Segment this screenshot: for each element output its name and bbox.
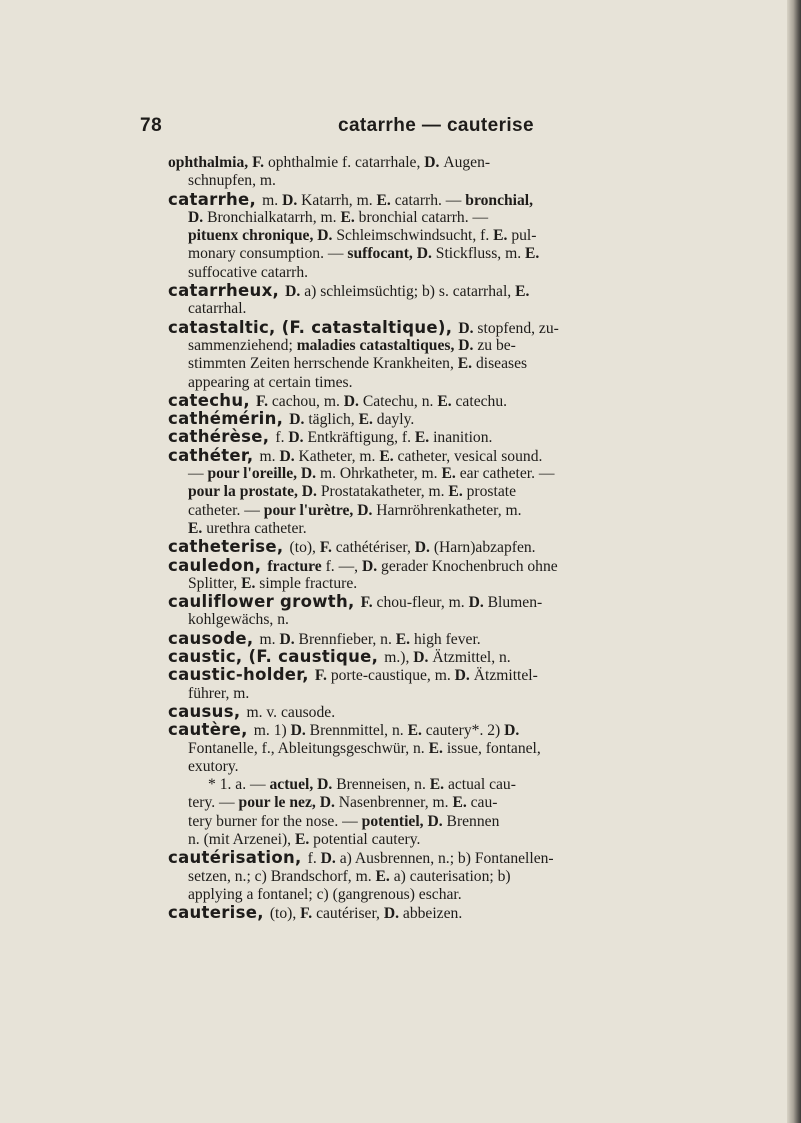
entry-text: ear catheter. — [459, 465, 555, 483]
entry-text: n. (mit Arzenei), [188, 830, 295, 848]
entry-line [168, 813, 678, 831]
bold-term: D. [413, 649, 433, 667]
bold-term: E. [515, 283, 530, 301]
headword: (F. caustique, [248, 647, 385, 667]
bold-term: E. [525, 245, 540, 263]
entry-text: Katheter, m. [298, 447, 380, 465]
bold-term: E. [429, 776, 448, 794]
entry-text: tery. — [188, 794, 239, 812]
bold-term: D. [279, 447, 299, 465]
entry-text: * 1. a. — [208, 776, 270, 794]
entry-text: Prostatakatheter, m. [320, 483, 449, 501]
entry-text: Ätzmittel, n. [432, 649, 511, 667]
bold-term: D. [188, 208, 208, 226]
bold-term: E. [294, 830, 314, 848]
entry-line [168, 520, 678, 538]
running-head: catarrhe — cauterise [338, 115, 534, 136]
entry-text: — [188, 465, 208, 483]
entry-text: führer, m. [188, 684, 250, 702]
entry-text: m. v. causode. [246, 703, 336, 721]
entry-line [168, 465, 678, 483]
entry-text: monary consumption. — [188, 245, 348, 263]
entry-line [168, 319, 678, 337]
bold-term: D. [343, 392, 363, 410]
entry-text: täglich, [308, 411, 359, 429]
bold-term: D. [289, 411, 309, 429]
entry-line [168, 483, 678, 501]
entry-text: Stickfluss, m. [435, 245, 526, 263]
bold-term: D. [458, 319, 478, 337]
entry-line [168, 538, 678, 556]
bold-term: pour la prostate, [188, 483, 302, 501]
entry-text: a) cauterisation; b) [393, 867, 511, 885]
entry-line [168, 245, 678, 263]
bold-term: D. [317, 227, 337, 245]
entry-line [168, 630, 678, 648]
entry-text: m. [259, 630, 280, 648]
entry-line [168, 904, 678, 922]
bold-term: D. [454, 667, 474, 685]
entry-line [168, 264, 678, 282]
bold-term: E. [441, 465, 460, 483]
entry-text: simple fracture. [259, 574, 358, 592]
entry-text: zu be- [477, 336, 516, 354]
entry-line [168, 703, 678, 721]
headword: catastaltic, [168, 317, 282, 337]
entry-line [168, 282, 678, 300]
bold-term: D. [279, 630, 299, 648]
entry-text: catheter. — [188, 501, 264, 519]
entry-text: (Harn)abzapfen. [433, 539, 536, 557]
entry-text: cautériser, [316, 905, 384, 923]
headword: catechu, [168, 390, 256, 410]
dictionary-entries [168, 154, 678, 922]
entry-line [168, 374, 678, 392]
headword: cathémérin, [168, 409, 290, 429]
entry-text: Schleimschwindsucht, f. [336, 227, 494, 245]
headword: catheterise, [168, 537, 290, 557]
bold-term: F. [252, 154, 268, 171]
entry-line [168, 776, 678, 794]
entry-text: actual cau- [447, 776, 516, 794]
entry-line [168, 557, 678, 575]
bold-term: D. [361, 557, 382, 575]
entry-line [168, 849, 678, 867]
bold-term: E. [493, 227, 512, 245]
entry-text: m. Ohrkatheter, m. [319, 465, 442, 483]
bold-term: D. [301, 483, 321, 501]
entry-text: Splitter, [188, 574, 242, 592]
headword: cathérèse, [168, 427, 276, 447]
entry-text: ophthalmie f. catarrhale, [267, 154, 425, 171]
entry-line [168, 886, 678, 904]
bold-term: actuel, [269, 776, 318, 794]
headword: catarrheux, [168, 281, 286, 301]
entry-line [168, 831, 678, 849]
entry-text: cautery*. 2) [425, 722, 505, 740]
bold-term: D. [290, 722, 310, 740]
bold-term: E. [414, 429, 434, 447]
headword: causode, [168, 628, 260, 648]
entry-line [168, 502, 678, 520]
entry-text: cachou, m. [271, 392, 344, 410]
bold-term: D. [458, 336, 478, 354]
entry-text: Katarrh, m. [301, 191, 377, 209]
entry-text: urethra catheter. [206, 519, 307, 537]
entry-text: exutory. [188, 757, 239, 775]
bold-term: E. [376, 191, 395, 209]
bold-term: D. [300, 465, 320, 483]
bold-term: fracture [267, 557, 326, 575]
entry-line [168, 593, 678, 611]
entry-line [168, 740, 678, 758]
entry-line [168, 666, 678, 684]
headword: cautérisation, [168, 848, 308, 868]
entry-text: schnupfen, m. [188, 172, 276, 190]
bold-term: D. [319, 794, 339, 812]
bold-term: F. [319, 539, 336, 557]
headword: cathéter, [168, 445, 260, 465]
entry-text: Entkräftigung, f. [307, 429, 415, 447]
entry-text: gerader Knochenbruch ohne [381, 557, 558, 575]
entry-text: stimmten Zeiten herrschende Krankheiten, [188, 355, 458, 373]
entry-line [168, 392, 678, 410]
headword: cauliflower growth, [168, 592, 361, 612]
bold-term: E. [358, 411, 377, 429]
entry-text: Augen- [443, 154, 491, 171]
bold-term: potentiel, [361, 812, 428, 830]
entry-text: stopfend, zu- [477, 319, 559, 337]
entry-text: a) Ausbrennen, n.; b) Fontanellen- [339, 850, 554, 868]
entry-line [168, 447, 678, 465]
entry-line [168, 154, 678, 172]
bold-term: D. [357, 501, 377, 519]
entry-text: catheter, vesical sound. [397, 447, 543, 465]
entry-line [168, 758, 678, 776]
entry-text: setzen, n.; c) Brandschorf, m. [188, 867, 376, 885]
entry-text: f. [307, 850, 321, 868]
entry-text: cau- [470, 794, 498, 812]
bold-term: D. [468, 594, 488, 612]
entry-text: a) schleimsüchtig; b) s. catarrhal, [304, 283, 516, 301]
entry-text: high fever. [413, 630, 481, 648]
bold-term: D. [317, 776, 337, 794]
entry-text: Nasenbrenner, m. [338, 794, 453, 812]
headword: (F. catastaltique), [281, 317, 459, 337]
entry-line [168, 172, 678, 190]
entry-text: cathétériser, [335, 539, 415, 557]
entry-text: Catechu, n. [362, 392, 438, 410]
entry-line [168, 337, 678, 355]
bold-term: D. [504, 722, 520, 740]
entry-text: chou-fleur, m. [376, 594, 469, 612]
entry-text: sammenziehend; [188, 336, 297, 354]
entry-text: m. [262, 191, 283, 209]
entry-line [168, 611, 678, 629]
entry-line [168, 410, 678, 428]
bold-term: D. [424, 154, 444, 171]
entry-text: diseases [475, 355, 528, 373]
entry-text: issue, fontanel, [446, 739, 541, 757]
entry-text: Brenneisen, n. [336, 776, 430, 794]
entry-text: Brennfieber, n. [298, 630, 396, 648]
entry-line [168, 209, 678, 227]
entry-line [168, 648, 678, 666]
entry-text: inanition. [433, 429, 493, 447]
entry-line [168, 685, 678, 703]
bold-term: pour l'urètre, [263, 501, 358, 519]
bold-term: pour l'oreille, [207, 465, 301, 483]
bold-term: E. [375, 867, 394, 885]
headword: caustic, [168, 647, 249, 667]
entry-text: prostate [466, 483, 516, 501]
bold-term: suffocant, [347, 245, 417, 263]
bold-term: E. [241, 574, 260, 592]
bold-term: E. [379, 447, 398, 465]
entry-text: pul- [511, 227, 537, 245]
entry-text: abbeizen. [402, 905, 463, 923]
headword: caustic-holder, [168, 665, 315, 685]
entry-text: dayly. [376, 411, 415, 429]
bold-term: E. [340, 208, 359, 226]
bold-term: F. [314, 667, 331, 685]
bold-term: D. [427, 812, 447, 830]
entry-line [168, 355, 678, 373]
entry-text: appearing at certain times. [188, 373, 353, 391]
bold-term: D. [320, 850, 340, 868]
entry-text: Fontanelle, f., Ableitungsgeschwür, n. [188, 739, 429, 757]
bold-term: E. [188, 519, 207, 537]
entry-line [168, 428, 678, 446]
entry-text: applying a fontanel; c) (gangrenous) eschar. [188, 885, 462, 903]
entry-text: catechu. [455, 392, 508, 410]
page-header [140, 115, 660, 139]
bold-term: E. [428, 739, 447, 757]
entry-line [168, 794, 678, 812]
bold-term: D. [282, 191, 302, 209]
bold-term: bronchial, [465, 191, 534, 209]
entry-text: (to), [289, 539, 320, 557]
entry-text: f. [275, 429, 289, 447]
bold-term: D. [416, 245, 436, 263]
entry-text: m. [259, 447, 280, 465]
entry-text: potential cautery. [313, 830, 421, 848]
bold-term: E. [448, 483, 467, 501]
bold-term: ophthalmia, [168, 154, 253, 171]
bold-term: F. [360, 594, 377, 612]
entry-text: catarrh. — [394, 191, 466, 209]
entry-text: bronchial catarrh. — [358, 208, 489, 226]
bold-term: E. [437, 392, 456, 410]
entry-text: suffocative catarrh. [188, 263, 309, 281]
headword: catarrhe, [168, 189, 263, 209]
bold-term: maladies catastaltiques, [296, 336, 459, 354]
entry-text: tery burner for the nose. — [188, 812, 362, 830]
bold-term: E. [407, 722, 426, 740]
bold-term: E. [395, 630, 414, 648]
page-number: 78 [140, 115, 163, 136]
headword: cauterise, [168, 903, 270, 923]
entry-text: Brennen [446, 812, 500, 830]
headword: causus, [168, 701, 247, 721]
entry-text: Ätzmittel- [473, 667, 538, 685]
entry-line [168, 300, 678, 318]
bold-term: F. [255, 392, 272, 410]
bold-term: D. [383, 905, 403, 923]
entry-text: (to), [269, 905, 301, 923]
bold-term: D. [414, 539, 434, 557]
bold-term: D. [288, 429, 308, 447]
entry-line [168, 721, 678, 739]
entry-text: Blumen- [487, 594, 543, 612]
entry-text: Harnröhrenkatheter, m. [376, 501, 522, 519]
entry-text: Bronchialkatarrh, m. [207, 208, 341, 226]
entry-line [168, 191, 678, 209]
entry-text: m.), [384, 649, 414, 667]
entry-line [168, 868, 678, 886]
bold-term: D. [285, 283, 305, 301]
entry-text: f. —, [325, 557, 362, 575]
book-page-edge [787, 0, 801, 1123]
bold-term: pour le nez, [238, 794, 320, 812]
headword: cautère, [168, 720, 254, 740]
entry-text: porte-caustique, m. [330, 667, 455, 685]
entry-line [168, 227, 678, 245]
bold-term: F. [300, 905, 317, 923]
entry-text: kohlgewächs, n. [188, 611, 289, 629]
entry-text: Brennmittel, n. [309, 722, 408, 740]
bold-term: pituenx chronique, [188, 227, 318, 245]
entry-line [168, 575, 678, 593]
entry-text: catarrhal. [188, 300, 247, 318]
entry-text: m. 1) [253, 722, 291, 740]
bold-term: E. [452, 794, 471, 812]
headword: cauledon, [168, 555, 268, 575]
bold-term: E. [457, 355, 476, 373]
